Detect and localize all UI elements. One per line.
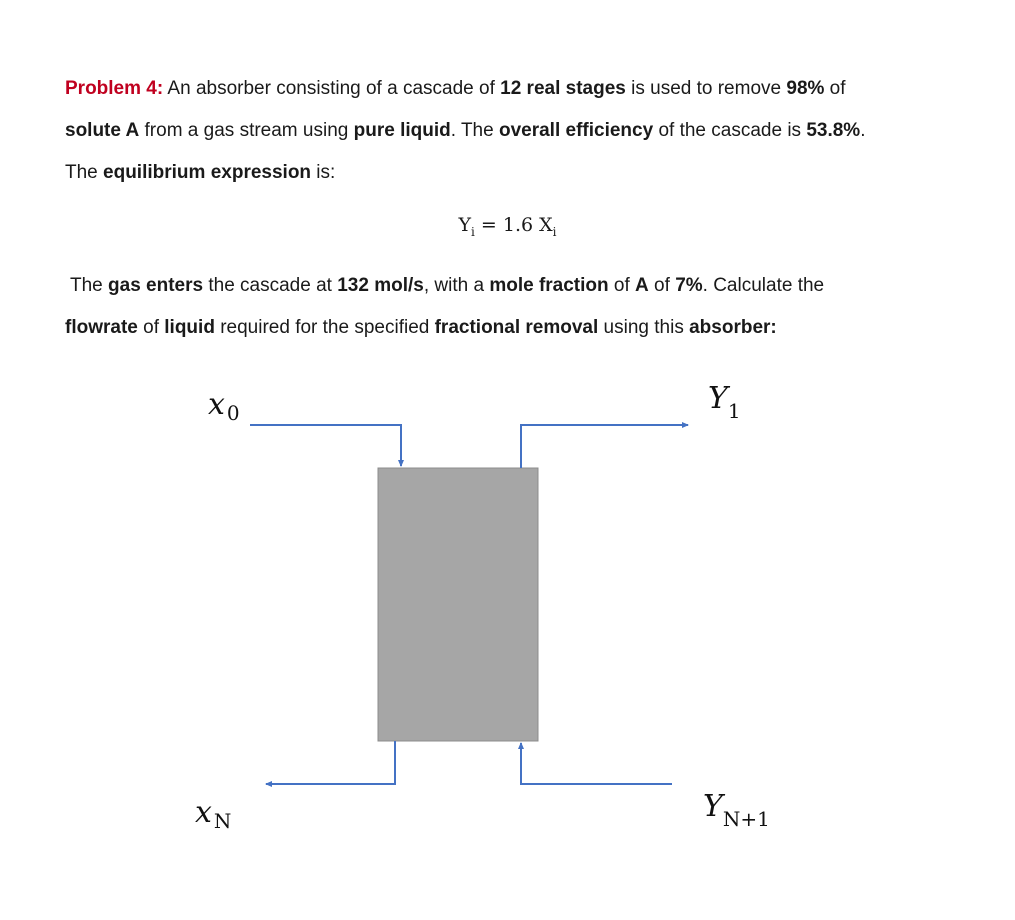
equilibrium-equation: $Y_i = 1.6$ $X_i$ bbox=[458, 214, 557, 239]
liquid-outlet-stream bbox=[266, 741, 395, 784]
gas-inlet-stream bbox=[521, 743, 672, 784]
gas-outlet-stream bbox=[521, 425, 688, 468]
label-Y1: Y1 bbox=[708, 381, 741, 423]
problem-paragraph-2 bbox=[65, 265, 970, 349]
problem-heading: Problem 4: bbox=[65, 78, 164, 99]
paragraph2-line-1: The gas enters the cascade at 132 mol/s, with a mole fraction of A of 7%. Calculate the bbox=[70, 275, 825, 296]
problem-statement bbox=[65, 68, 965, 194]
absorber-diagram bbox=[0, 370, 1015, 850]
label-x0: x 0 bbox=[208, 387, 240, 425]
label-YN1: YN+1 bbox=[703, 789, 770, 831]
absorber-column bbox=[378, 468, 538, 741]
problem-line-1: Problem 4: An absorber consisting of a cascade of 12 real stages is used to remove 98% of bbox=[65, 78, 846, 99]
paragraph2-line-2: flowrate of liquid required for the specified fractional removal using this absorber: bbox=[65, 317, 777, 338]
problem-line-3: The equilibrium expression is: bbox=[65, 162, 336, 183]
problem-line-2: solute A from a gas stream using pure liquid. The overall efficiency of the cascade is 53.8%. bbox=[65, 120, 866, 141]
label-xN: x N bbox=[195, 795, 232, 833]
liquid-inlet-stream bbox=[250, 425, 401, 466]
